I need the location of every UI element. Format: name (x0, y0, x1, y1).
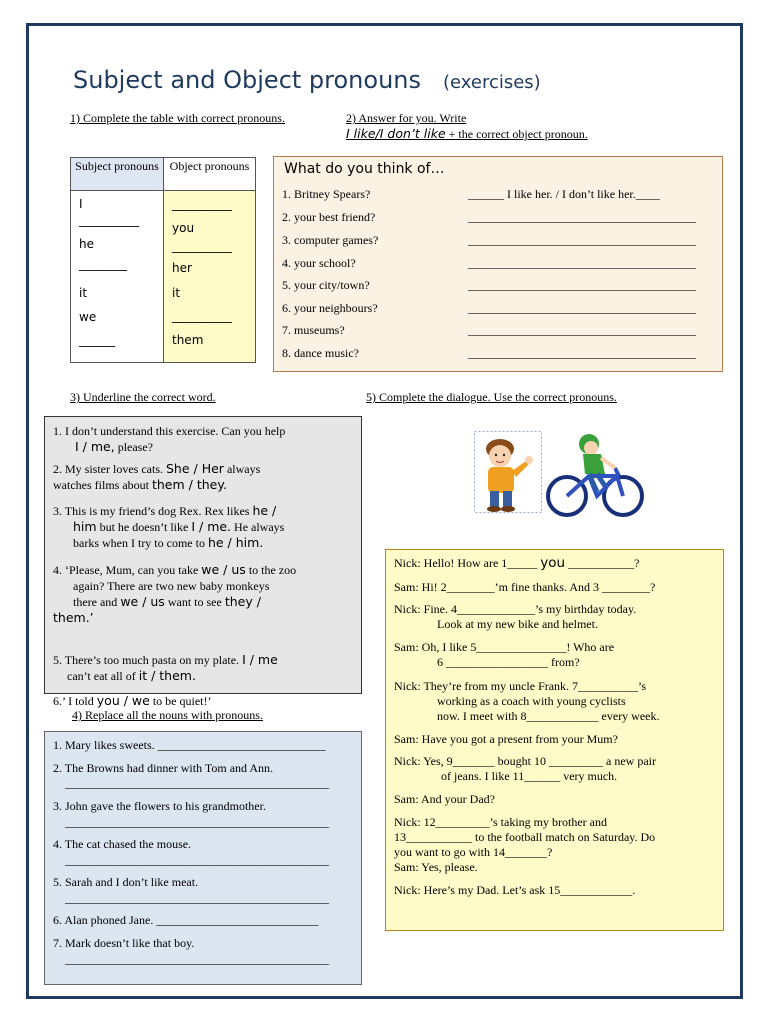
ex4-answer-line[interactable]: ____________________________________________ (65, 853, 329, 867)
object-cell[interactable]: __________ (172, 197, 232, 211)
cyclist-illustration (545, 430, 645, 522)
subject-cell[interactable]: __________ (79, 213, 139, 227)
subject-header: Subject pronouns (71, 158, 164, 190)
answer-line[interactable]: ______________________________________ (468, 278, 696, 292)
sentence-3: 3. This is my friend’s dog Rex. Rex likes he / him but he doesn’t like I / me. He always barks when I try to come to he / him. (53, 503, 285, 550)
ex4-item: 7. Mark doesn’t like that boy. (53, 936, 195, 950)
boy-shoe (501, 506, 515, 512)
boy-illustration (474, 431, 542, 513)
choice[interactable]: it / them. (138, 668, 196, 683)
choice[interactable]: I / me. (191, 519, 232, 534)
page-title: Subject and Object pronouns (exercises) (73, 66, 541, 94)
dialogue-line: Sam: Oh, I like 5_______________! Who are (394, 640, 615, 654)
object-cell[interactable]: her (172, 261, 192, 275)
ex4-instruction: 4) Replace all the nouns with pronouns. (72, 708, 263, 722)
object-header: Object pronouns (164, 158, 255, 190)
choice[interactable]: She / Her (166, 461, 224, 476)
boy-leg (490, 491, 499, 507)
think-heading: What do you think of… (284, 161, 445, 177)
dialogue-line: working as a coach with young cyclists (437, 694, 626, 708)
dialogue-box (385, 549, 724, 931)
ex2-instruction-a: 2) Answer for you. Write (346, 111, 467, 125)
ex1-instruction: 1) Complete the table with correct pronouns. (70, 111, 285, 125)
dialogue-line: 13___________ to the football match on Saturday. Do (394, 830, 656, 844)
ex4-answer-line[interactable]: ____________________________________________ (65, 815, 329, 829)
underline-box (44, 416, 362, 694)
sentence-5: 5. There’s too much pasta on my plate. I / me can’t eat all of it / them. (53, 652, 278, 683)
object-cell[interactable]: __________ (172, 239, 232, 253)
ex4-item: 6. Alan phoned Jane. ___________________________ (53, 913, 319, 927)
choice[interactable]: I / me (242, 652, 278, 667)
dialogue-line: now. I meet with 8____________ every week. (437, 709, 660, 723)
subject-cell[interactable]: it (79, 286, 88, 300)
choice[interactable]: you / we (96, 693, 150, 708)
question: 1. Britney Spears? (282, 187, 371, 201)
ex2-instruction-line2: I like/I don’t like + the correct object pronoun. (346, 126, 588, 141)
cyclist-shirt (583, 454, 605, 474)
sentence-4: 4. ‘Please, Mum, can you take we / us to the zoo again? There are two new baby monkeys there and we / us want to see they / them.’ (53, 562, 297, 625)
sentence-1: 1. I don’t understand this exercise. Can you help I / me, please? (53, 424, 286, 454)
sentence-2: 2. My sister loves cats. She / Her always watches films about them / they. (53, 461, 261, 492)
dialogue-line: Sam: And your Dad? (394, 792, 495, 806)
answer-line[interactable]: ______ I like her. / I don’t like her.____ (468, 187, 660, 201)
question: 3. computer games? (282, 233, 379, 247)
boy-face (489, 445, 511, 467)
dialogue-line: Sam: Hi! 2________’m fine thanks. And 3 ________? (394, 580, 656, 594)
question: 5. your city/town? (282, 278, 370, 292)
dialogue-line: Nick: Fine. 4_____________’s my birthday today. (394, 602, 637, 616)
dialogue-line: 6 _________________ from? (437, 655, 580, 669)
replace-nouns-box (44, 731, 362, 985)
dialogue-line: Nick: Hello! How are 1_____ you ___________? (394, 555, 640, 571)
ex3-instruction: 3) Underline the correct word. (70, 390, 216, 404)
answer-line[interactable]: ______________________________________ (468, 301, 696, 315)
boy-shirt (488, 467, 514, 493)
choice[interactable]: he / him. (207, 535, 264, 550)
object-column (164, 190, 255, 362)
boy-leg (503, 491, 512, 507)
answer-line[interactable]: ______________________________________ (468, 323, 696, 337)
pronoun-table (70, 157, 256, 363)
question: 8. dance music? (282, 346, 359, 360)
answer-line[interactable]: ______________________________________ (468, 256, 696, 270)
sentence-6: 6.’ I told you / we to be quiet!’ (53, 693, 212, 708)
choice[interactable]: them / they. (151, 477, 227, 492)
page-subtitle: (exercises) (443, 72, 541, 93)
ex5-instruction: 5) Complete the dialogue. Use the correct pronouns. (366, 390, 617, 404)
question: 4. your school? (282, 256, 356, 270)
ex4-item: 5. Sarah and I don’t like meat. (53, 875, 199, 889)
dialogue-given-word: you (540, 555, 566, 571)
subject-cell[interactable]: we (79, 310, 97, 324)
answer-line[interactable]: ______________________________________ (468, 210, 696, 224)
boy-eye (503, 454, 505, 456)
dialogue-line: Sam: Have you got a present from your Mum? (394, 732, 618, 746)
ex4-answer-line[interactable]: ____________________________________________ (65, 776, 329, 790)
choice[interactable]: he / (252, 503, 277, 518)
dialogue-line: you want to go with 14_______? (394, 845, 553, 859)
cyclist-face (584, 441, 598, 455)
choice[interactable]: we / us (120, 594, 165, 609)
subject-cell[interactable]: ______ (79, 333, 115, 347)
question: 6. your neighbours? (282, 301, 378, 315)
choice[interactable]: him (73, 519, 97, 534)
answer-line[interactable]: ______________________________________ (468, 346, 696, 360)
subject-cell[interactable]: I (79, 197, 83, 211)
choice[interactable]: I / me, (75, 439, 115, 454)
choice[interactable]: they / (224, 594, 261, 609)
ex4-answer-line[interactable]: ____________________________________________ (65, 952, 329, 966)
subject-cell[interactable]: ________ (79, 257, 127, 271)
boy-shoe (487, 506, 501, 512)
object-cell[interactable]: them (172, 333, 204, 347)
dialogue-line: Nick: 12_________’s taking my brother and (394, 815, 607, 829)
what-do-you-think-box (273, 156, 723, 372)
ex4-item: 1. Mary likes sweets. ____________________________ (53, 738, 326, 752)
dialogue-line: Nick: Yes, 9_______ bought 10 _________ a new pair (394, 754, 656, 768)
dialogue-line: of jeans. I like 11______ very much. (441, 769, 618, 783)
boy-hand (525, 456, 533, 464)
question: 7. museums? (282, 323, 345, 337)
object-cell[interactable]: __________ (172, 309, 232, 323)
ex4-answer-line[interactable]: ____________________________________________ (65, 891, 329, 905)
subject-column (71, 190, 164, 362)
dialogue-line: Nick: They’re from my uncle Frank. 7__________’s (394, 679, 647, 693)
choice[interactable]: we / us (201, 562, 246, 577)
boy-eye (495, 454, 497, 456)
answer-line[interactable]: ______________________________________ (468, 233, 696, 247)
dialogue-line: Nick: Here’s my Dad. Let’s ask 15____________. (394, 883, 636, 897)
choice[interactable]: them.’ (53, 610, 94, 625)
dialogue-line: Sam: Yes, please. (394, 860, 478, 874)
question: 2. your best friend? (282, 210, 376, 224)
ex4-item: 2. The Browns had dinner with Tom and Ann. (53, 761, 274, 775)
dialogue-line: Look at my new bike and helmet. (437, 617, 598, 631)
object-cell[interactable]: it (172, 286, 181, 300)
object-cell[interactable]: you (172, 221, 195, 235)
subject-cell[interactable]: he (79, 237, 94, 251)
ex4-item: 4. The cat chased the mouse. (53, 837, 192, 851)
ex4-item: 3. John gave the flowers to his grandmother. (53, 799, 266, 813)
